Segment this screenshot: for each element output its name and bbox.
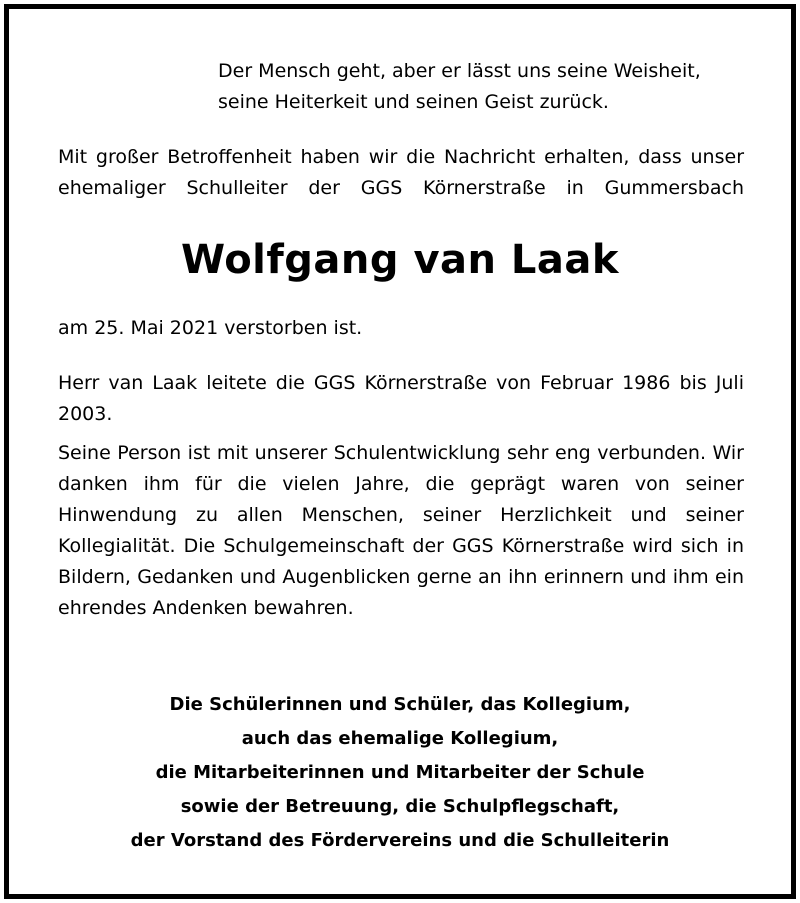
motto-line-2: seine Heiterkeit und seinen Geist zurück. bbox=[218, 91, 609, 113]
death-date-line: am 25. Mai 2021 verstorben ist. bbox=[58, 317, 363, 339]
signature-block bbox=[0, 688, 800, 858]
signature-line-1: Die Schülerinnen und Schüler, das Kollegium, bbox=[169, 694, 631, 715]
signature-line-3: die Mitarbeiterinnen und Mitarbeiter der Schule bbox=[155, 762, 645, 783]
intro-paragraph bbox=[58, 142, 744, 204]
signature-line-4: sowie der Betreuung, die Schulpflegschaft, bbox=[180, 796, 620, 817]
motto-line-1: Der Mensch geht, aber er lässt uns seine Weisheit, bbox=[218, 60, 701, 82]
body-paragraph-1: Herr van Laak leitete die GGS Körnerstraße von Februar 1986 bis Juli 2003. bbox=[58, 372, 744, 425]
intro-line-1: Mit großer Betroffenheit haben wir die Nachricht erhalten, dass bbox=[58, 146, 682, 168]
deceased-name: Wolfgang van Laak bbox=[181, 237, 619, 283]
signature-line-2: auch das ehemalige Kollegium, bbox=[241, 728, 559, 749]
signature-line-5: der Vorstand des Fördervereins und die Schulleiterin bbox=[130, 830, 670, 851]
motto-quote bbox=[218, 56, 758, 118]
body-paragraph-2: Seine Person ist mit unserer Schulentwicklung sehr eng verbunden. Wir danken ihm für die vielen Jahre, die geprägt waren von seiner Hinwendung zu allen Menschen, seiner Herzlichkeit und seiner Kollegialität. Die Schulgemeinschaft der GGS Körnerstraße wird sich in Bildern, Gedanken und Augenblicken gerne an ihn erinnern und ihm ein ehrendes Andenken bewahren. bbox=[58, 442, 744, 619]
intro-line-2: unser ehemaliger Schulleiter der GGS Körnerstraße in Gummersbach bbox=[58, 146, 744, 199]
